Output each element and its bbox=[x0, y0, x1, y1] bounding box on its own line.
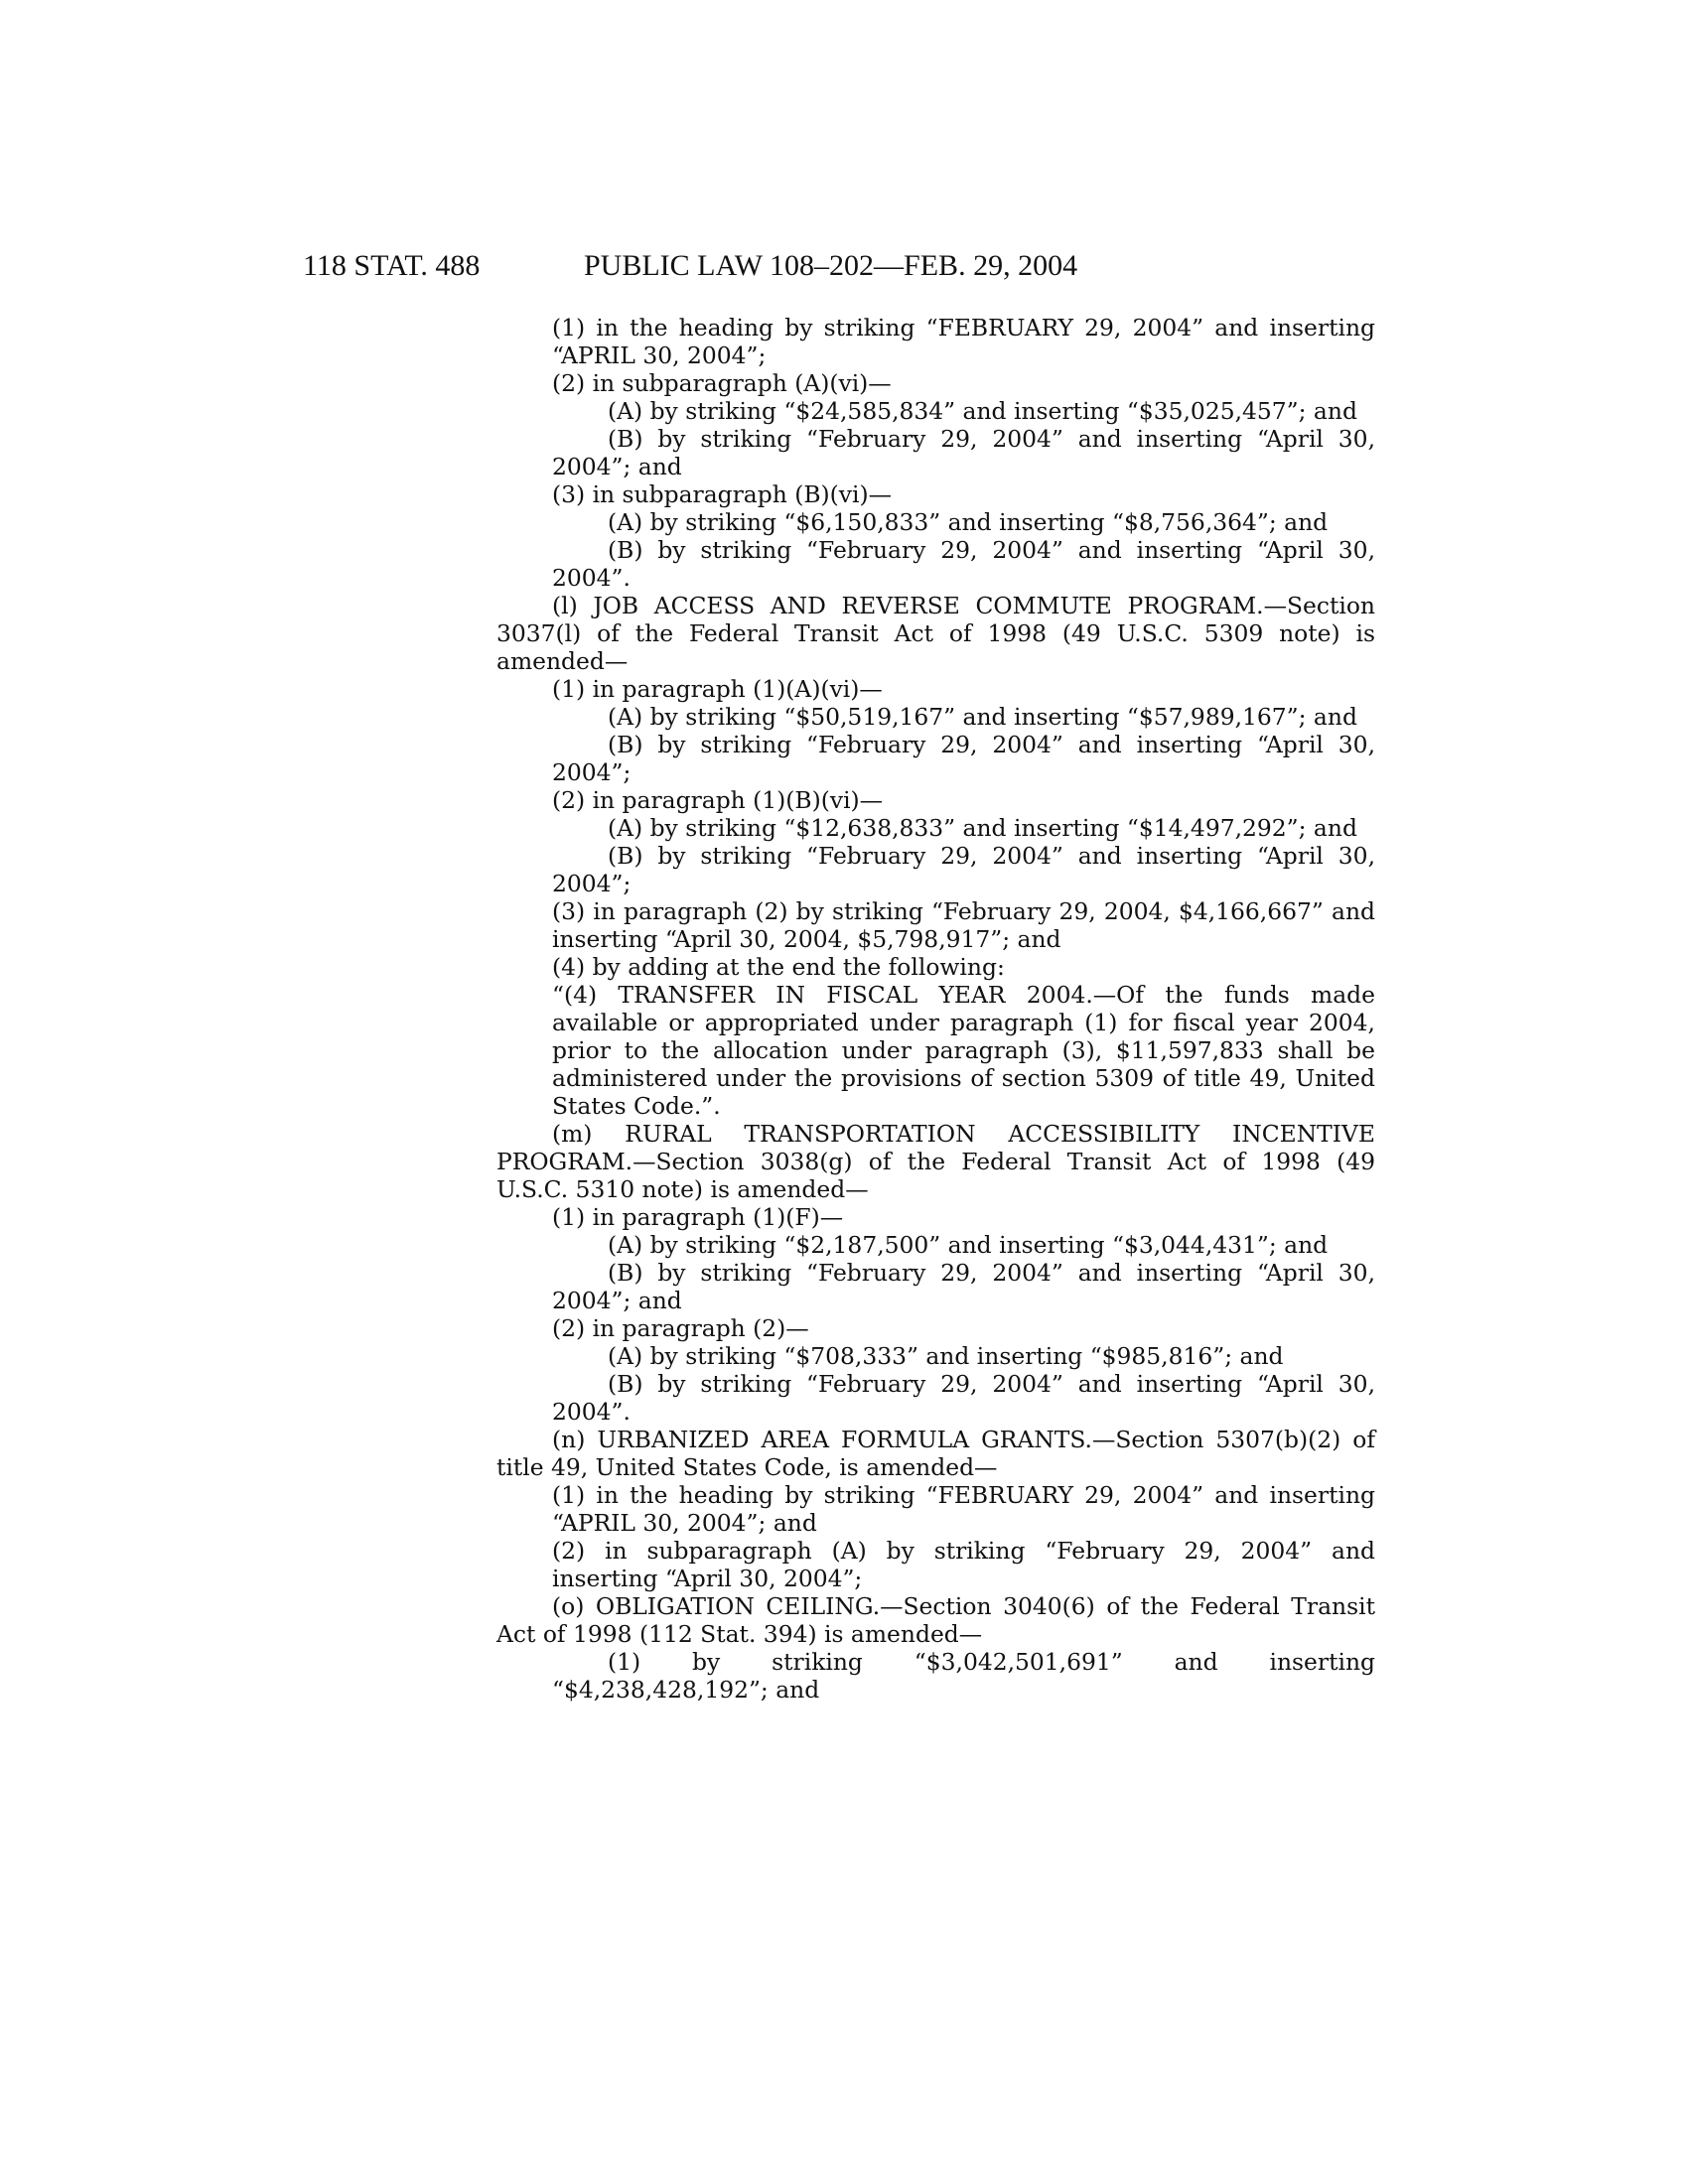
paragraph: (3) in paragraph (2) by striking “February 29, 2004, $4,166,667” and inserting “April 30, 2004, $5,798,917”; and bbox=[552, 897, 1375, 953]
paragraph: (1) in the heading by striking “FEBRUARY 29, 2004” and inserting “APRIL 30, 2004”; bbox=[552, 314, 1375, 369]
paragraph: (1) by striking “$3,042,501,691” and inserting “$4,238,428,192”; and bbox=[552, 1648, 1375, 1704]
paragraph: (1) in paragraph (1)(A)(vi)— bbox=[552, 675, 883, 703]
page-header bbox=[303, 246, 1375, 286]
paragraph: (2) in subparagraph (A) by striking “February 29, 2004” and inserting “April 30, 2004”; bbox=[552, 1537, 1375, 1592]
paragraph: (B) by striking “February 29, 2004” and inserting “April 30, 2004”. bbox=[552, 1370, 1375, 1426]
public-law-title: PUBLIC LAW 108–202—FEB. 29, 2004 bbox=[584, 249, 1078, 282]
paragraph: (1) in paragraph (1)(F)— bbox=[552, 1203, 844, 1231]
paragraph: (A) by striking “$708,333” and inserting “$985,816”; and bbox=[608, 1342, 1284, 1370]
paragraph: (4) by adding at the end the following: bbox=[552, 953, 1005, 981]
section-heading-paragraph: (n) URBANIZED AREA FORMULA GRANTS.—Section 5307(b)(2) of title 49, United States Code, is amended— bbox=[496, 1426, 1375, 1481]
paragraph: (A) by striking “$2,187,500” and inserting “$3,044,431”; and bbox=[608, 1231, 1329, 1259]
paragraph: (2) in paragraph (1)(B)(vi)— bbox=[552, 786, 884, 814]
paragraph: (2) in paragraph (2)— bbox=[552, 1314, 809, 1342]
paragraph: (B) by striking “February 29, 2004” and inserting “April 30, 2004”; and bbox=[552, 425, 1375, 480]
paragraph: (2) in subparagraph (A)(vi)— bbox=[552, 369, 892, 397]
paragraph: (A) by striking “$50,519,167” and inserting “$57,989,167”; and bbox=[608, 703, 1357, 731]
paragraph: (A) by striking “$12,638,833” and inserting “$14,497,292”; and bbox=[608, 814, 1357, 842]
paragraph: (A) by striking “$6,150,833” and inserting “$8,756,364”; and bbox=[608, 508, 1329, 536]
paragraph: (B) by striking “February 29, 2004” and inserting “April 30, 2004”; bbox=[552, 842, 1375, 897]
paragraph: (B) by striking “February 29, 2004” and inserting “April 30, 2004”; bbox=[552, 731, 1375, 786]
section-heading-paragraph: (m) RURAL TRANSPORTATION ACCESSIBILITY INCENTIVE PROGRAM.—Section 3038(g) of the Federal Transit Act of 1998 (49 U.S.C. 5310 note) is amended— bbox=[496, 1120, 1375, 1203]
quoted-paragraph: “(4) TRANSFER IN FISCAL YEAR 2004.—Of the funds made available or appropriated under paragraph (1) for fiscal year 2004, prior to the allocation under paragraph (3), $11,597,833 shall be administered under the provisions of section 5309 of title 49, United States Code.”. bbox=[552, 981, 1375, 1120]
section-heading-paragraph: (o) OBLIGATION CEILING.—Section 3040(6) of the Federal Transit Act of 1998 (112 Stat. 394) is amended— bbox=[496, 1592, 1375, 1648]
statute-page-number: 118 STAT. 488 bbox=[303, 249, 481, 282]
paragraph: (A) by striking “$24,585,834” and inserting “$35,025,457”; and bbox=[608, 397, 1357, 425]
paragraph: (B) by striking “February 29, 2004” and inserting “April 30, 2004”; and bbox=[552, 1259, 1375, 1314]
section-heading-paragraph: (l) JOB ACCESS AND REVERSE COMMUTE PROGRAM.—Section 3037(l) of the Federal Transit Act of 1998 (49 U.S.C. 5309 note) is amended— bbox=[496, 592, 1375, 675]
paragraph: (B) by striking “February 29, 2004” and inserting “April 30, 2004”. bbox=[552, 536, 1375, 592]
paragraph: (3) in subparagraph (B)(vi)— bbox=[552, 480, 892, 508]
document-body bbox=[496, 314, 1375, 1704]
paragraph: (1) in the heading by striking “FEBRUARY 29, 2004” and inserting “APRIL 30, 2004”; and bbox=[552, 1481, 1375, 1537]
